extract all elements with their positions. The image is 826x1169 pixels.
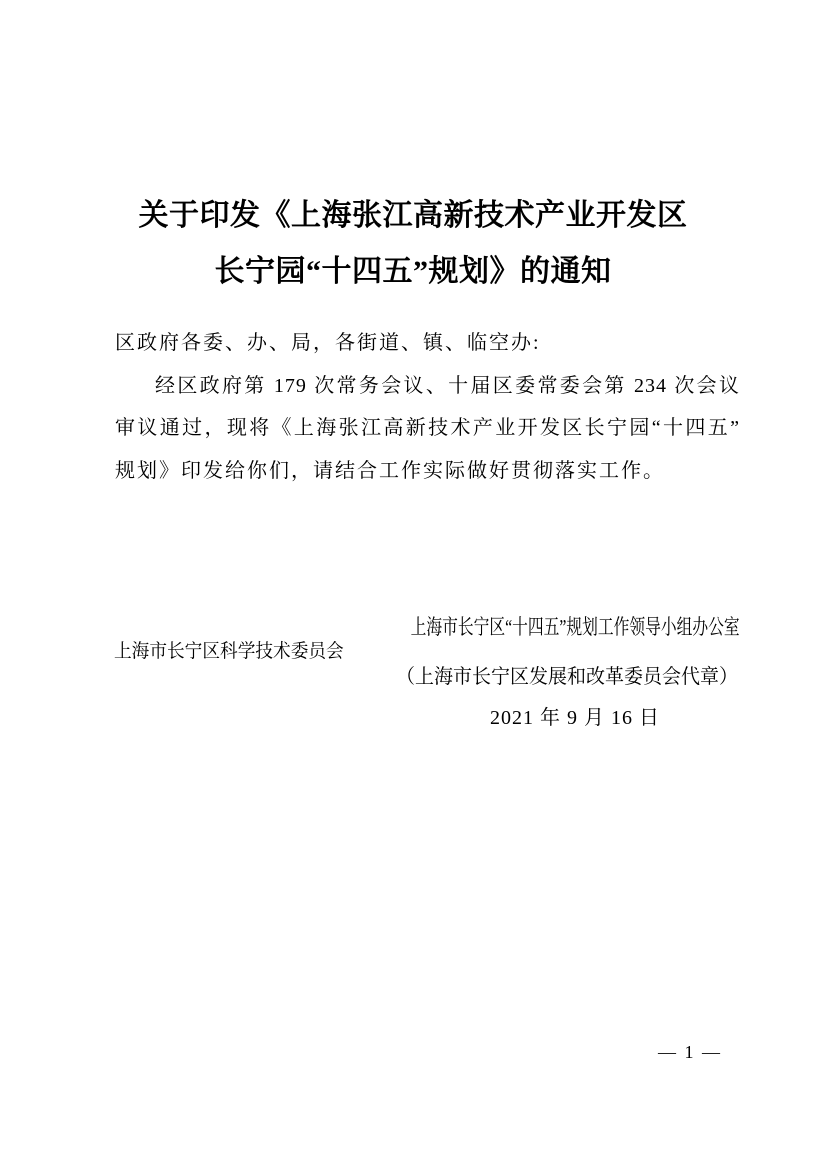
signature-right-org-line-1: 上海市长宁区“十四五”规划工作领导小组办公室 — [411, 615, 740, 639]
body-paragraph-line-2: 审议通过，现将《上海张江高新技术产业开发区长宁园“十四五” — [115, 417, 740, 440]
signature-date: 2021 年 9 月 16 日 — [490, 707, 660, 729]
signature-right-org-line-2: （上海市长宁区发展和改革委员会代章） — [396, 666, 738, 688]
signature-left-org: 上海市长宁区科学技术委员会 — [114, 641, 344, 662]
page-number: — 1 — — [658, 1042, 722, 1062]
document-title — [0, 188, 826, 300]
document-body — [115, 322, 740, 493]
document-title-line-2: 长宁园“十四五”规划》的通知 — [214, 255, 612, 288]
body-paragraph-line-3: 规划》印发给你们，请结合工作实际做好贯彻落实工作。 — [115, 460, 665, 483]
body-paragraph-line-1: 经区政府第 179 次常务会议、十届区委常委会第 234 次会议 — [155, 374, 740, 397]
salutation-line: 区政府各委、办、局，各街道、镇、临空办: — [115, 332, 541, 354]
document-title-line-1: 关于印发《上海张江高新技术产业开发区 — [138, 199, 688, 232]
